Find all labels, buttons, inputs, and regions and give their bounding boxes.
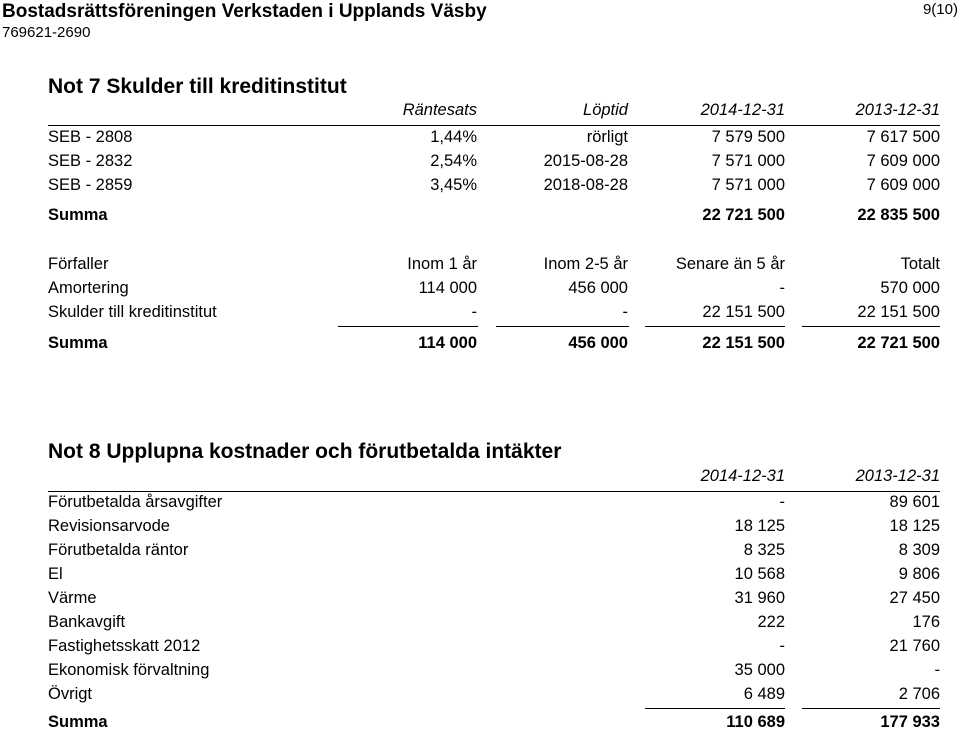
loan-rate: 2,54% — [430, 152, 477, 170]
accrual-2014: 18 125 — [734, 517, 785, 535]
maturity-row — [48, 303, 940, 327]
loan-row — [48, 128, 940, 152]
accrual-2013: 2 706 — [898, 685, 940, 703]
col-header-2014: 2014-12-31 — [700, 467, 785, 485]
sum-2013: 22 835 500 — [857, 206, 940, 224]
page-number: 9(10) — [922, 1, 958, 18]
loan-label: SEB - 2859 — [48, 176, 133, 194]
accrual-2014: 31 960 — [734, 589, 785, 607]
maturity-sum-within-1y: 114 000 — [418, 334, 477, 352]
maturity-sum-label: Summa — [48, 334, 108, 352]
maturity-header-within-1y: Inom 1 år — [407, 255, 477, 273]
loan-row — [48, 176, 940, 200]
loan-2014: 7 571 000 — [711, 176, 785, 194]
note8-sum-row — [48, 713, 940, 737]
accrual-label: Bankavgift — [48, 613, 126, 631]
maturity-within-1y: - — [471, 303, 477, 321]
accrual-row — [48, 637, 940, 661]
accrual-label: Förutbetalda årsavgifter — [48, 493, 223, 511]
sum-2013: 177 933 — [880, 713, 940, 731]
loan-2014: 7 571 000 — [711, 152, 785, 170]
accrual-2013: 9 806 — [898, 565, 940, 583]
maturity-row — [48, 279, 940, 303]
accrual-label: Värme — [48, 589, 97, 607]
maturity-later-5y: - — [779, 279, 785, 297]
col-header-2013: 2013-12-31 — [855, 467, 940, 485]
maturity-header-total: Totalt — [900, 255, 940, 273]
accrual-row — [48, 661, 940, 685]
maturity-header-2-5y: Inom 2-5 år — [543, 255, 628, 273]
accrual-row — [48, 613, 940, 637]
loan-row — [48, 152, 940, 176]
accrual-2013: 18 125 — [889, 517, 940, 535]
maturity-sum-later-5y: 22 151 500 — [702, 334, 785, 352]
maturity-within-1y: 114 000 — [418, 279, 477, 297]
col-header-term: Löptid — [583, 101, 628, 119]
sum-label: Summa — [48, 206, 108, 224]
sum-rule — [338, 326, 478, 327]
sum-rule — [645, 326, 785, 327]
accrual-2014: 10 568 — [734, 565, 785, 583]
maturity-column-headers — [48, 255, 940, 279]
loan-label: SEB - 2832 — [48, 152, 133, 170]
loan-term: 2018-08-28 — [543, 176, 628, 194]
accrual-label: Revisionsarvode — [48, 517, 170, 535]
loan-term: rörligt — [586, 128, 628, 146]
accrual-2014: 222 — [757, 613, 785, 631]
accrual-2013: - — [934, 661, 940, 679]
accrual-row — [48, 589, 940, 613]
maturity-label: Amortering — [48, 279, 129, 297]
accrual-2013: 89 601 — [889, 493, 940, 511]
note7-title: Not 7 Skulder till kreditinstitut — [48, 75, 347, 98]
accrual-row — [48, 541, 940, 565]
maturity-label: Skulder till kreditinstitut — [48, 303, 217, 321]
maturity-2-5y: - — [622, 303, 628, 321]
maturity-later-5y: 22 151 500 — [702, 303, 785, 321]
sum-rule — [645, 708, 785, 709]
accrual-label: Övrigt — [48, 685, 93, 703]
organization-number: 769621-2690 — [2, 24, 91, 41]
accrual-2014: 6 489 — [743, 685, 785, 703]
organization-name: Bostadsrättsföreningen Verkstaden i Upplands Väsby — [2, 1, 487, 22]
note8-title: Not 8 Upplupna kostnader och förutbetalda intäkter — [48, 440, 562, 463]
sum-rule — [802, 708, 940, 709]
accrual-2014: - — [779, 493, 785, 511]
loan-label: SEB - 2808 — [48, 128, 133, 146]
sum-2014: 110 689 — [726, 713, 785, 731]
accrual-label: Förutbetalda räntor — [48, 541, 189, 559]
accrual-row — [48, 493, 940, 517]
accrual-row — [48, 685, 940, 709]
maturity-total: 22 151 500 — [857, 303, 940, 321]
accrual-2014: 35 000 — [734, 661, 785, 679]
col-header-rate: Räntesats — [402, 101, 477, 119]
accrual-2013: 176 — [912, 613, 940, 631]
header-rule — [48, 491, 940, 492]
loan-2013: 7 609 000 — [866, 176, 940, 194]
sum-label: Summa — [48, 713, 108, 731]
maturity-total: 570 000 — [880, 279, 940, 297]
header-rule — [48, 125, 940, 126]
loan-term: 2015-08-28 — [543, 152, 628, 170]
sum-rule — [496, 326, 629, 327]
note7-column-headers — [48, 101, 940, 125]
note8-column-headers — [48, 467, 940, 491]
maturity-header-later-5y: Senare än 5 år — [675, 255, 785, 273]
maturity-2-5y: 456 000 — [568, 279, 628, 297]
col-header-2014: 2014-12-31 — [700, 101, 785, 119]
sum-2014: 22 721 500 — [702, 206, 785, 224]
accrual-row — [48, 565, 940, 589]
sum-rule — [802, 326, 940, 327]
accrual-2013: 8 309 — [898, 541, 940, 559]
loan-rate: 3,45% — [430, 176, 477, 194]
accrual-2014: 8 325 — [743, 541, 785, 559]
accrual-label: Ekonomisk förvaltning — [48, 661, 210, 679]
maturity-sum-2-5y: 456 000 — [568, 334, 628, 352]
note7-sum-row — [48, 206, 940, 230]
accrual-2014: - — [779, 637, 785, 655]
maturity-header-label: Förfaller — [48, 255, 109, 273]
accrual-label: El — [48, 565, 63, 583]
col-header-2013: 2013-12-31 — [855, 101, 940, 119]
loan-2013: 7 617 500 — [866, 128, 940, 146]
maturity-sum-total: 22 721 500 — [857, 334, 940, 352]
maturity-sum-row — [48, 334, 940, 358]
loan-rate: 1,44% — [430, 128, 477, 146]
accrual-row — [48, 517, 940, 541]
accrual-label: Fastighetsskatt 2012 — [48, 637, 201, 655]
accrual-2013: 27 450 — [889, 589, 940, 607]
accrual-2013: 21 760 — [889, 637, 940, 655]
loan-2013: 7 609 000 — [866, 152, 940, 170]
loan-2014: 7 579 500 — [711, 128, 785, 146]
